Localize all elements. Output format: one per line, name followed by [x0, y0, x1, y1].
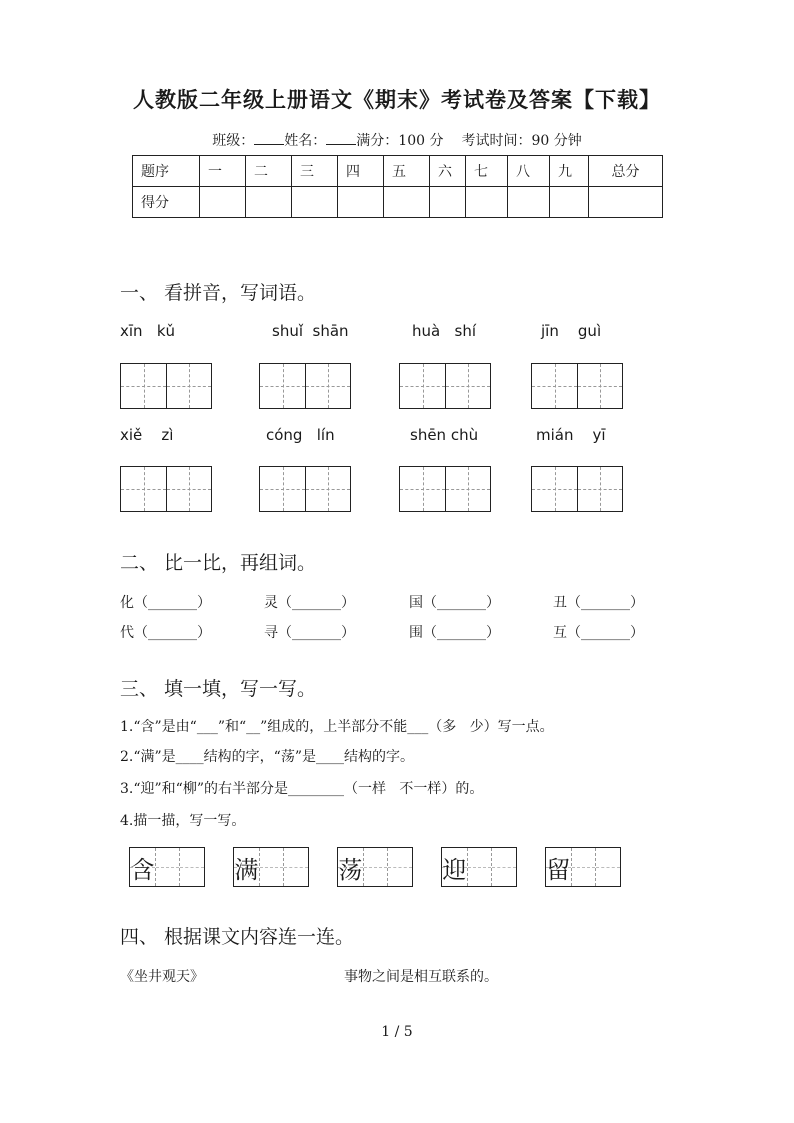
name-label: 姓名：	[284, 133, 327, 149]
score-cell[interactable]	[246, 187, 292, 218]
header-cell: 二	[246, 156, 292, 187]
score-cell[interactable]	[508, 187, 550, 218]
compare-item[interactable]: 代（_______）	[120, 625, 211, 641]
section1-title: 一、 看拼音，写词语。	[120, 282, 317, 304]
section3-title: 三、 填一填，写一写。	[120, 678, 317, 700]
exam-info	[0, 130, 794, 150]
full-score: 满分：100 分	[356, 133, 444, 149]
pinyin: shuǐ shān	[272, 322, 349, 340]
question-2[interactable]: 2.“满”是____结构的字，“荡”是____结构的字。	[120, 749, 414, 765]
header-cell: 一	[200, 156, 246, 187]
trace-grid[interactable]	[233, 847, 309, 887]
trace-grid[interactable]	[129, 847, 205, 887]
writing-grid[interactable]	[531, 466, 623, 512]
trace-grid[interactable]	[441, 847, 517, 887]
trace-char: 迎	[442, 855, 467, 884]
compare-item[interactable]: 灵（_______）	[264, 595, 355, 611]
score-cell[interactable]	[338, 187, 384, 218]
page-number: 1 / 5	[381, 1024, 413, 1040]
header-cell: 七	[466, 156, 508, 187]
writing-grid[interactable]	[120, 363, 212, 409]
writing-grid[interactable]	[259, 466, 351, 512]
pinyin: cóng lín	[266, 426, 335, 444]
score-cell[interactable]	[292, 187, 338, 218]
header-cell: 五	[384, 156, 430, 187]
score-header-row	[133, 156, 663, 187]
score-row-label: 得分	[133, 187, 200, 218]
score-cell[interactable]	[430, 187, 466, 218]
compare-item[interactable]: 国（_______）	[409, 595, 500, 611]
match-right-item[interactable]: 事物之间是相互联系的。	[344, 969, 498, 985]
header-cell: 六	[430, 156, 466, 187]
compare-item[interactable]: 互（_______）	[553, 625, 644, 641]
pinyin: shēn chù	[410, 426, 479, 444]
question-1[interactable]: 1.“含”是由“___”和“__”组成的，上半部分不能___（多 少）写一点。	[120, 719, 554, 735]
trace-char: 含	[130, 855, 155, 884]
header-cell: 八	[508, 156, 550, 187]
score-cell[interactable]	[550, 187, 589, 218]
writing-grid[interactable]	[259, 363, 351, 409]
trace-grid[interactable]	[545, 847, 621, 887]
class-blank[interactable]	[254, 132, 284, 145]
trace-char: 留	[546, 855, 571, 884]
score-cell[interactable]	[589, 187, 663, 218]
match-left-item[interactable]: 《坐井观天》	[120, 969, 204, 985]
compare-item[interactable]: 寻（_______）	[264, 625, 355, 641]
pinyin: xiě zì	[120, 426, 174, 444]
writing-grid[interactable]	[531, 363, 623, 409]
header-cell: 总分	[589, 156, 663, 187]
trace-char: 满	[234, 855, 259, 884]
compare-item[interactable]: 化（_______）	[120, 595, 211, 611]
writing-grid[interactable]	[399, 363, 491, 409]
writing-grid[interactable]	[399, 466, 491, 512]
compare-item[interactable]: 围（_______）	[409, 625, 500, 641]
trace-grid[interactable]	[337, 847, 413, 887]
header-cell: 三	[292, 156, 338, 187]
score-row	[133, 187, 663, 218]
header-cell: 九	[550, 156, 589, 187]
score-cell[interactable]	[200, 187, 246, 218]
pinyin: huà shí	[412, 322, 476, 340]
trace-char: 荡	[338, 855, 363, 884]
pinyin: mián yī	[536, 426, 606, 444]
name-blank[interactable]	[326, 132, 356, 145]
page-title: 人教版二年级上册语文《期末》考试卷及答案【下载】	[133, 87, 661, 112]
class-label: 班级：	[212, 133, 255, 149]
score-cell[interactable]	[466, 187, 508, 218]
writing-grid[interactable]	[120, 466, 212, 512]
score-cell[interactable]	[384, 187, 430, 218]
question-3[interactable]: 3.“迎”和“柳”的右半部分是________（一样 不一样）的。	[120, 781, 484, 797]
pinyin: jīn guì	[541, 322, 602, 340]
section2-title: 二、 比一比，再组词。	[120, 552, 317, 574]
exam-time: 考试时间：90 分钟	[461, 133, 582, 149]
header-cell: 题序	[133, 156, 200, 187]
section4-title: 四、 根据课文内容连一连。	[120, 926, 355, 948]
question-4: 4.描一描，写一写。	[120, 813, 246, 829]
header-cell: 四	[338, 156, 384, 187]
score-table	[132, 155, 663, 218]
pinyin: xīn kǔ	[120, 322, 176, 340]
compare-item[interactable]: 丑（_______）	[553, 595, 644, 611]
